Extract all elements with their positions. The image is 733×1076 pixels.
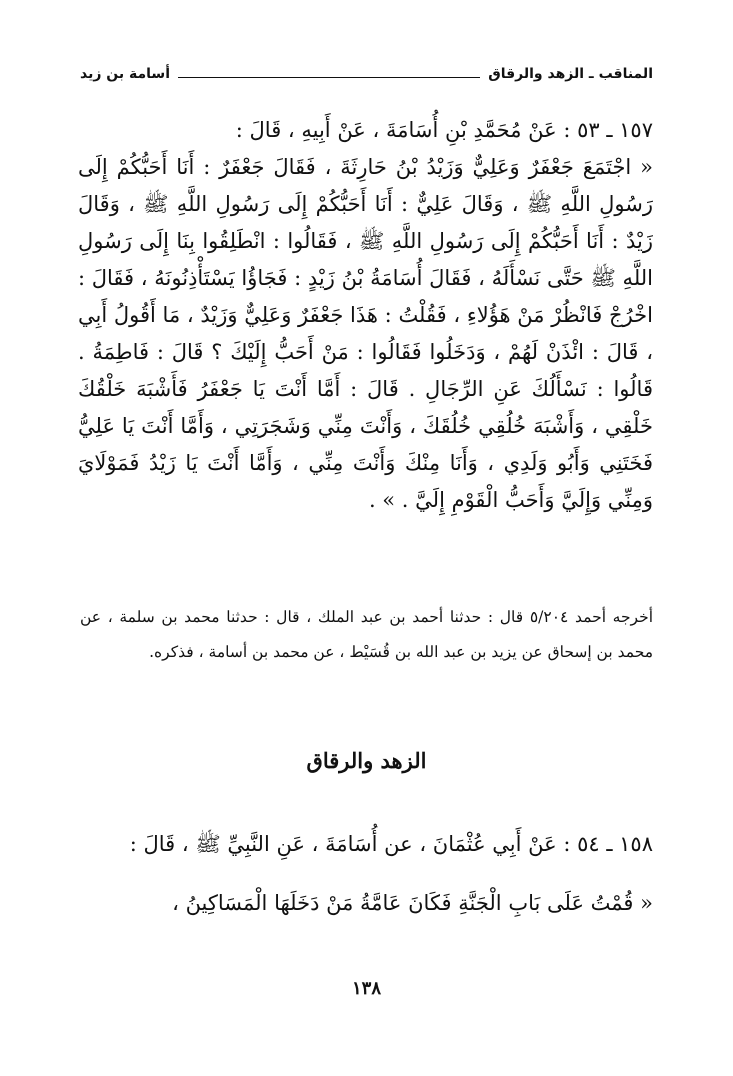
header-chapter-title: المناقب ـ الزهد والرقاق — [488, 66, 653, 82]
running-header — [80, 62, 653, 86]
hadith-158-text: « قُمْتُ عَلَى بَابِ الْجَنَّةِ فَكَانَ عَامَّةُ مَنْ دَخَلَهَا الْمَسَاكِينُ ، — [172, 891, 653, 915]
hadith-157-text: « اجْتَمَعَ جَعْفَرٌ وَعَلِيٌّ وَزَيْدُ بْنُ حَارِثَةَ ، فَقَالَ جَعْفَرٌ : أَنَا أَحَبُّكُمْ إِلَى رَسُولِ اللَّهِ ﷺ ، وَقَالَ عَلِيٌّ : أَنَا أَحَبُّكُمْ إِلَى رَسُولِ اللَّهِ ﷺ ، وَقَالَ زَيْدٌ : أَنَا أَحَبُّكُمْ إِلَى رَسُولِ اللَّهِ ﷺ ، فَقَالُوا : انْطَلِقُوا بِنَا إِلَى رَسُولِ اللَّهِ ﷺ حَتَّى نَسْأَلَهُ ، فَقَالَ أُسَامَةُ بْنُ زَيْدٍ : فَجَاؤُا يَسْتَأْذِنُونَهُ ، فَقَالَ : اخْرُجْ فَانْظُرْ مَنْ هَؤُلاءِ ، فَقُلْتُ : هَذَا جَعْفَرٌ وَعَلِيٌّ وَزَيْدٌ ، مَا أَقُولُ أَبِي ، قَالَ : ائْذَنْ لَهُمْ ، وَدَخَلُوا فَقَالُوا : مَنْ أَحَبُّ إِلَيْكَ ؟ قَالَ : فَاطِمَةُ . قَالُوا : نَسْأَلُكَ عَنِ الرِّجَالِ . قَالَ : أَمَّا أَنْتَ يَا جَعْفَرُ فَأَشْبَهَ خَلْقُكَ خَلْقِي ، وَأَشْبَهَ خُلُقِي خُلُقَكَ ، وَأَنْتَ مِنِّي وَشَجَرَتِي ، وَأَمَّا أَنْتَ يَا عَلِيُّ فَخَتَنِي وَأَبُو وَلَدِي ، وَأَنَا مِنْكَ وَأَنْتَ مِنِّي ، وَأَمَّا أَنْتَ يَا زَيْدُ فَمَوْلَايَ وَمِنِّي وَإِلَيَّ وَأَحَبُّ الْقَوْمِ إِلَيَّ . » . — [78, 155, 653, 512]
page-number: ١٣٨ — [351, 978, 381, 999]
hadith-158-chain: ١٥٨ ـ ٥٤ : عَنْ أَبِي عُثْمَانَ ، عن أُسَامَةَ ، عَنِ النَّبِيِّ ﷺ ، قَالَ : — [129, 832, 653, 856]
footnote — [80, 600, 653, 670]
hadith-157 — [78, 112, 653, 519]
header-rule — [178, 77, 480, 78]
header-section-title: أسامة بن زيد — [80, 66, 170, 82]
section-heading: الزهد والرقاق — [306, 748, 427, 773]
hadith-158 — [80, 826, 653, 922]
footnote-text: أخرجه أحمد ٥/٢٠٤ قال : حدثنا أحمد بن عبد الملك ، قال : حدثنا محمد بن سلمة ، عن محمد بن إسحاق عن يزيد بن عبد الله بن قُسَيْط ، عن محمد بن أسامة ، فذكره. — [80, 608, 653, 661]
hadith-157-chain: ١٥٧ ـ ٥٣ : عَنْ مُحَمَّدِ بْنِ أُسَامَةَ ، عَنْ أَبِيهِ ، قَالَ : — [235, 118, 653, 142]
